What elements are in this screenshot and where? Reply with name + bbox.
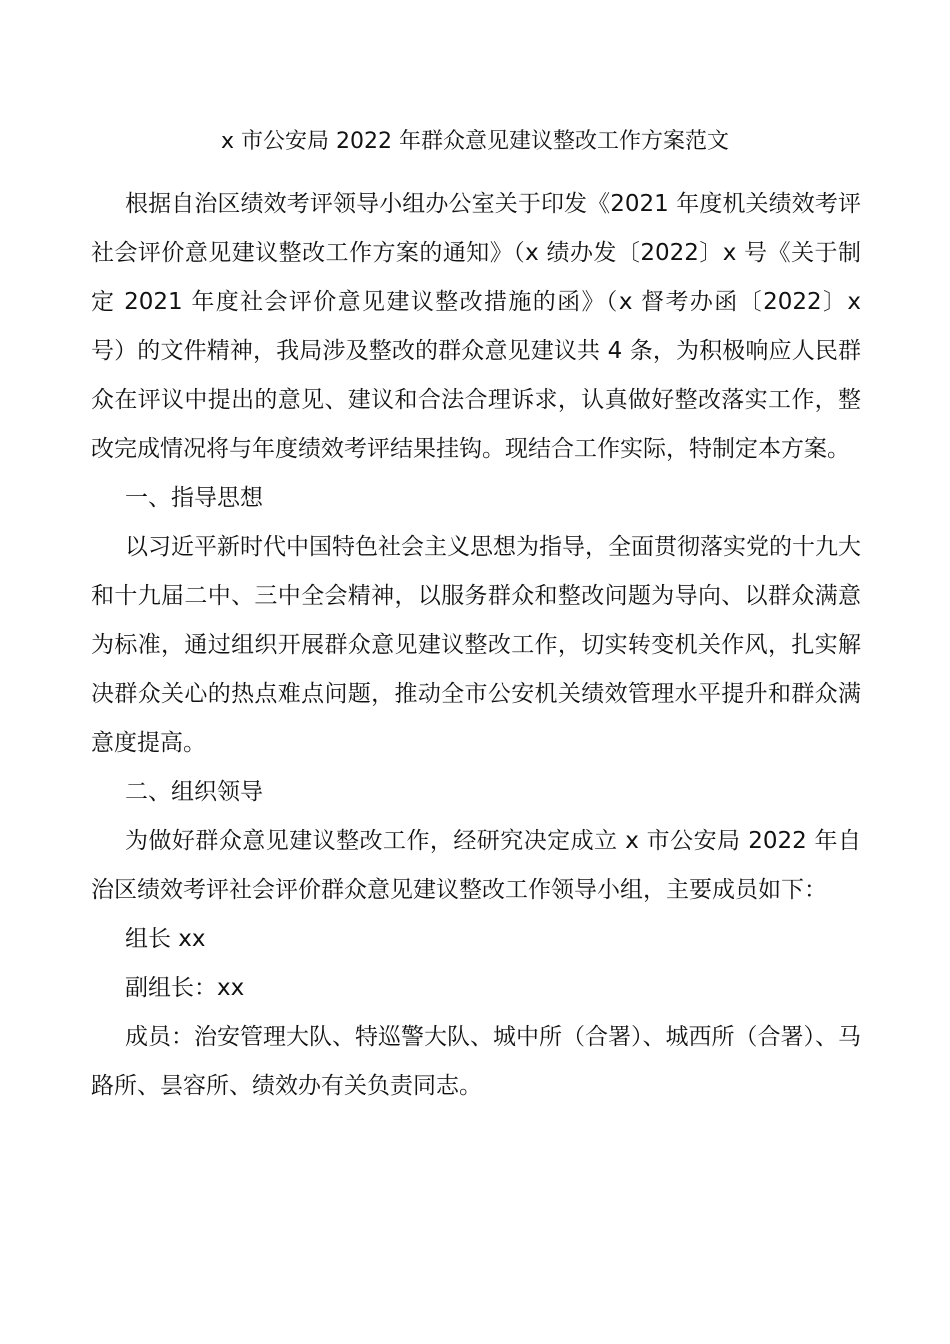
guiding-ideology-paragraph: 以习近平新时代中国特色社会主义思想为指导，全面贯彻落实党的十九大和十九届二中、三中全会精神，以服务群众和整改问题为导向、以群众满意为标准，通过组织开展群众意见建议整改工作，切实转变机关作风，扎实解决群众关心的热点难点问题，推动全市公安机关绩效管理水平提升和群众满意度提高。 bbox=[91, 534, 861, 756]
deputy-leader-line: 副组长：xx bbox=[125, 975, 245, 1001]
intro-paragraph: 根据自治区绩效考评领导小组办公室关于印发《2021 年度机关绩效考评社会评价意见建议整改工作方案的通知》（x 绩办发〔2022〕x 号《关于制定 2021 年度社会评价意见建议整改措施的函》（x 督考办函〔2022〕x 号）的文件精神，我局涉及整改的群众意见建议共 4 条，为积极响应人民群众在评议中提出的意见、建议和合法合理诉求，认真做好整改落实工作，整改完成情况将与年度绩效考评结果挂钩。现结合工作实际，特制定本方案。 bbox=[91, 191, 861, 462]
section-heading-guiding-ideology: 一、指导思想 bbox=[125, 485, 263, 511]
team-leader-line: 组长 xx bbox=[125, 926, 206, 952]
members-line: 成员：治安管理大队、特巡警大队、城中所（合署）、城西所（合署）、马路所、昙容所、绩效办有关负责同志。 bbox=[91, 1024, 861, 1099]
section-heading-organization: 二、组织领导 bbox=[125, 779, 263, 805]
organization-paragraph: 为做好群众意见建议整改工作，经研究决定成立 x 市公安局 2022 年自治区绩效考评社会评价群众意见建议整改工作领导小组，主要成员如下： bbox=[91, 828, 861, 903]
document-body bbox=[91, 180, 861, 1111]
document-title: x 市公安局 2022 年群众意见建议整改工作方案范文 bbox=[221, 129, 729, 154]
